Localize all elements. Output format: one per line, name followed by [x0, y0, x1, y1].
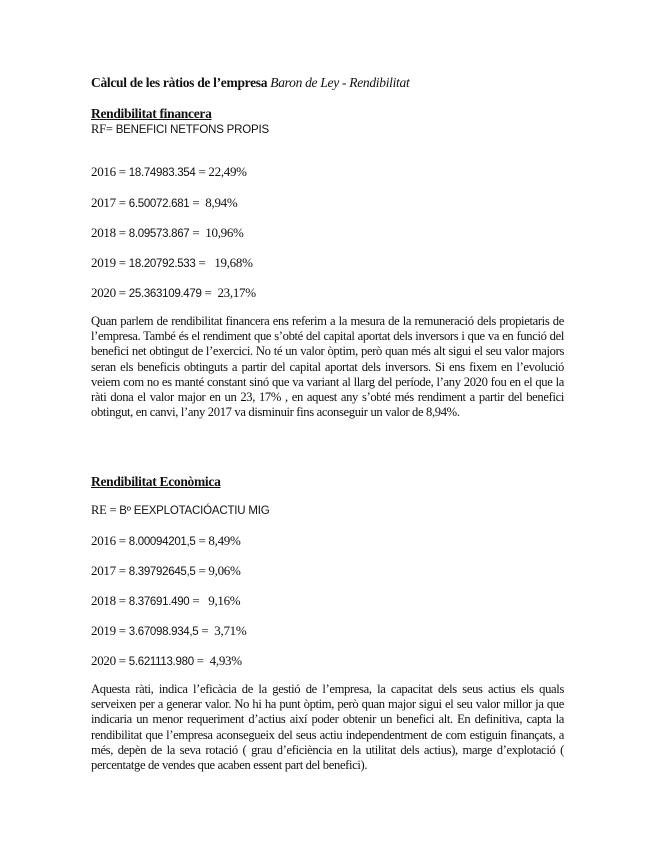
- financial-row: [91, 164, 247, 180]
- row-year: 2017 =: [91, 563, 126, 578]
- row-result: = 8,49%: [198, 533, 241, 548]
- financial-row: [91, 225, 244, 241]
- financial-formula-prefix: RF=: [91, 122, 113, 136]
- row-year: 2017 =: [91, 195, 126, 210]
- financial-paragraph: Quan parlem de rendibilitat financera ens referim a la mesura de la remuneració dels propietaris de l’empresa. També és el rendiment que s’obté del capital aportat dels inversors i que va en funció del benefici net obtingut de l’exercici. No té un valor òptim, però quan més alt sigui el seu valor majors seran els beneficis obtinguts a partir del capital aportat dels inversors. Si ens fixem en l’evolució veiem com no es manté constant sinó que va variant al llarg del període, l’any 2020 fou en el que la ràti dona el valor major en un 23, 17% , en aquest any s’obté més rendiment a partir del benefici obtingut, en canvi, l’any 2017 va disminuir fins aconseguir un valor de 8,94%.: [91, 314, 564, 420]
- row-result: = 8,94%: [192, 195, 238, 210]
- economic-row: [91, 533, 241, 549]
- economic-row: [91, 563, 241, 579]
- row-calc: 8.09573.867: [128, 228, 190, 240]
- row-year: 2016 =: [91, 533, 126, 548]
- row-calc: 8.00094201,5: [128, 536, 196, 548]
- economic-row: [91, 623, 246, 639]
- financial-formula-text: BENEFICI NETFONS PROPIS: [115, 124, 269, 136]
- row-year: 2019 =: [91, 255, 126, 270]
- row-year: 2020 =: [91, 653, 126, 668]
- financial-row: [91, 255, 253, 271]
- financial-row: [91, 195, 237, 211]
- row-result: = 4,93%: [196, 653, 242, 668]
- financial-formula: [91, 122, 269, 137]
- row-calc: 25.363109.479: [128, 288, 202, 300]
- row-calc: 18.20792.533: [128, 258, 196, 270]
- row-year: 2020 =: [91, 285, 126, 300]
- row-calc: 8.37691.490: [128, 596, 190, 608]
- row-year: 2018 =: [91, 593, 126, 608]
- economic-formula-prefix: RE =: [91, 503, 117, 517]
- row-result: = 9,16%: [192, 593, 241, 608]
- financial-heading: Rendibilitat financera: [91, 106, 212, 121]
- row-result: = 9,06%: [198, 563, 241, 578]
- financial-row: [91, 285, 256, 301]
- economic-formula: [91, 503, 270, 518]
- row-result: = 23,17%: [204, 285, 256, 300]
- row-year: 2018 =: [91, 225, 126, 240]
- row-year: 2016 =: [91, 164, 126, 179]
- row-calc: 18.74983.354: [128, 167, 196, 179]
- row-result: = 3,71%: [201, 623, 247, 638]
- title-subtitle: Baron de Ley - Rendibilitat: [270, 75, 410, 90]
- economic-formula-text: Bº EEXPLOTACIÓACTIU MIG: [119, 505, 270, 517]
- economic-row: [91, 653, 242, 669]
- economic-row: [91, 593, 240, 609]
- row-calc: 5.621113.980: [128, 656, 194, 668]
- row-result: = 19,68%: [198, 255, 253, 270]
- row-year: 2019 =: [91, 623, 126, 638]
- document-title: [91, 75, 409, 91]
- economic-heading: Rendibilitat Econòmica: [91, 474, 221, 489]
- row-result: = 22,49%: [198, 164, 247, 179]
- row-calc: 8.39792645,5: [128, 566, 196, 578]
- title-main: Càlcul de les ràtios de l’empresa: [91, 75, 268, 90]
- row-result: = 10,96%: [192, 225, 244, 240]
- row-calc: 3.67098.934,5: [128, 626, 199, 638]
- row-calc: 6.50072.681: [128, 198, 190, 210]
- economic-paragraph: Aquesta ràti, indica l’eficàcia de la gestió de l’empresa, la capacitat dels seus actius els quals serveixen per a generar valor. No hi ha punt òptim, però quan major sigui el seu valor millor ja que indicaria un menor requeriment d’actius així poder obtenir un benefici alt. En definitiva, capta la rendibilitat que l’empresa aconsegueix del seus actiu independentment de com estiguin finançats, a més, depèn de la seva rotació ( grau d’eficiència en la utilitat dels actius), marge d’explotació ( percentatge de vendes que acaben essent part del benefici).: [91, 682, 564, 773]
